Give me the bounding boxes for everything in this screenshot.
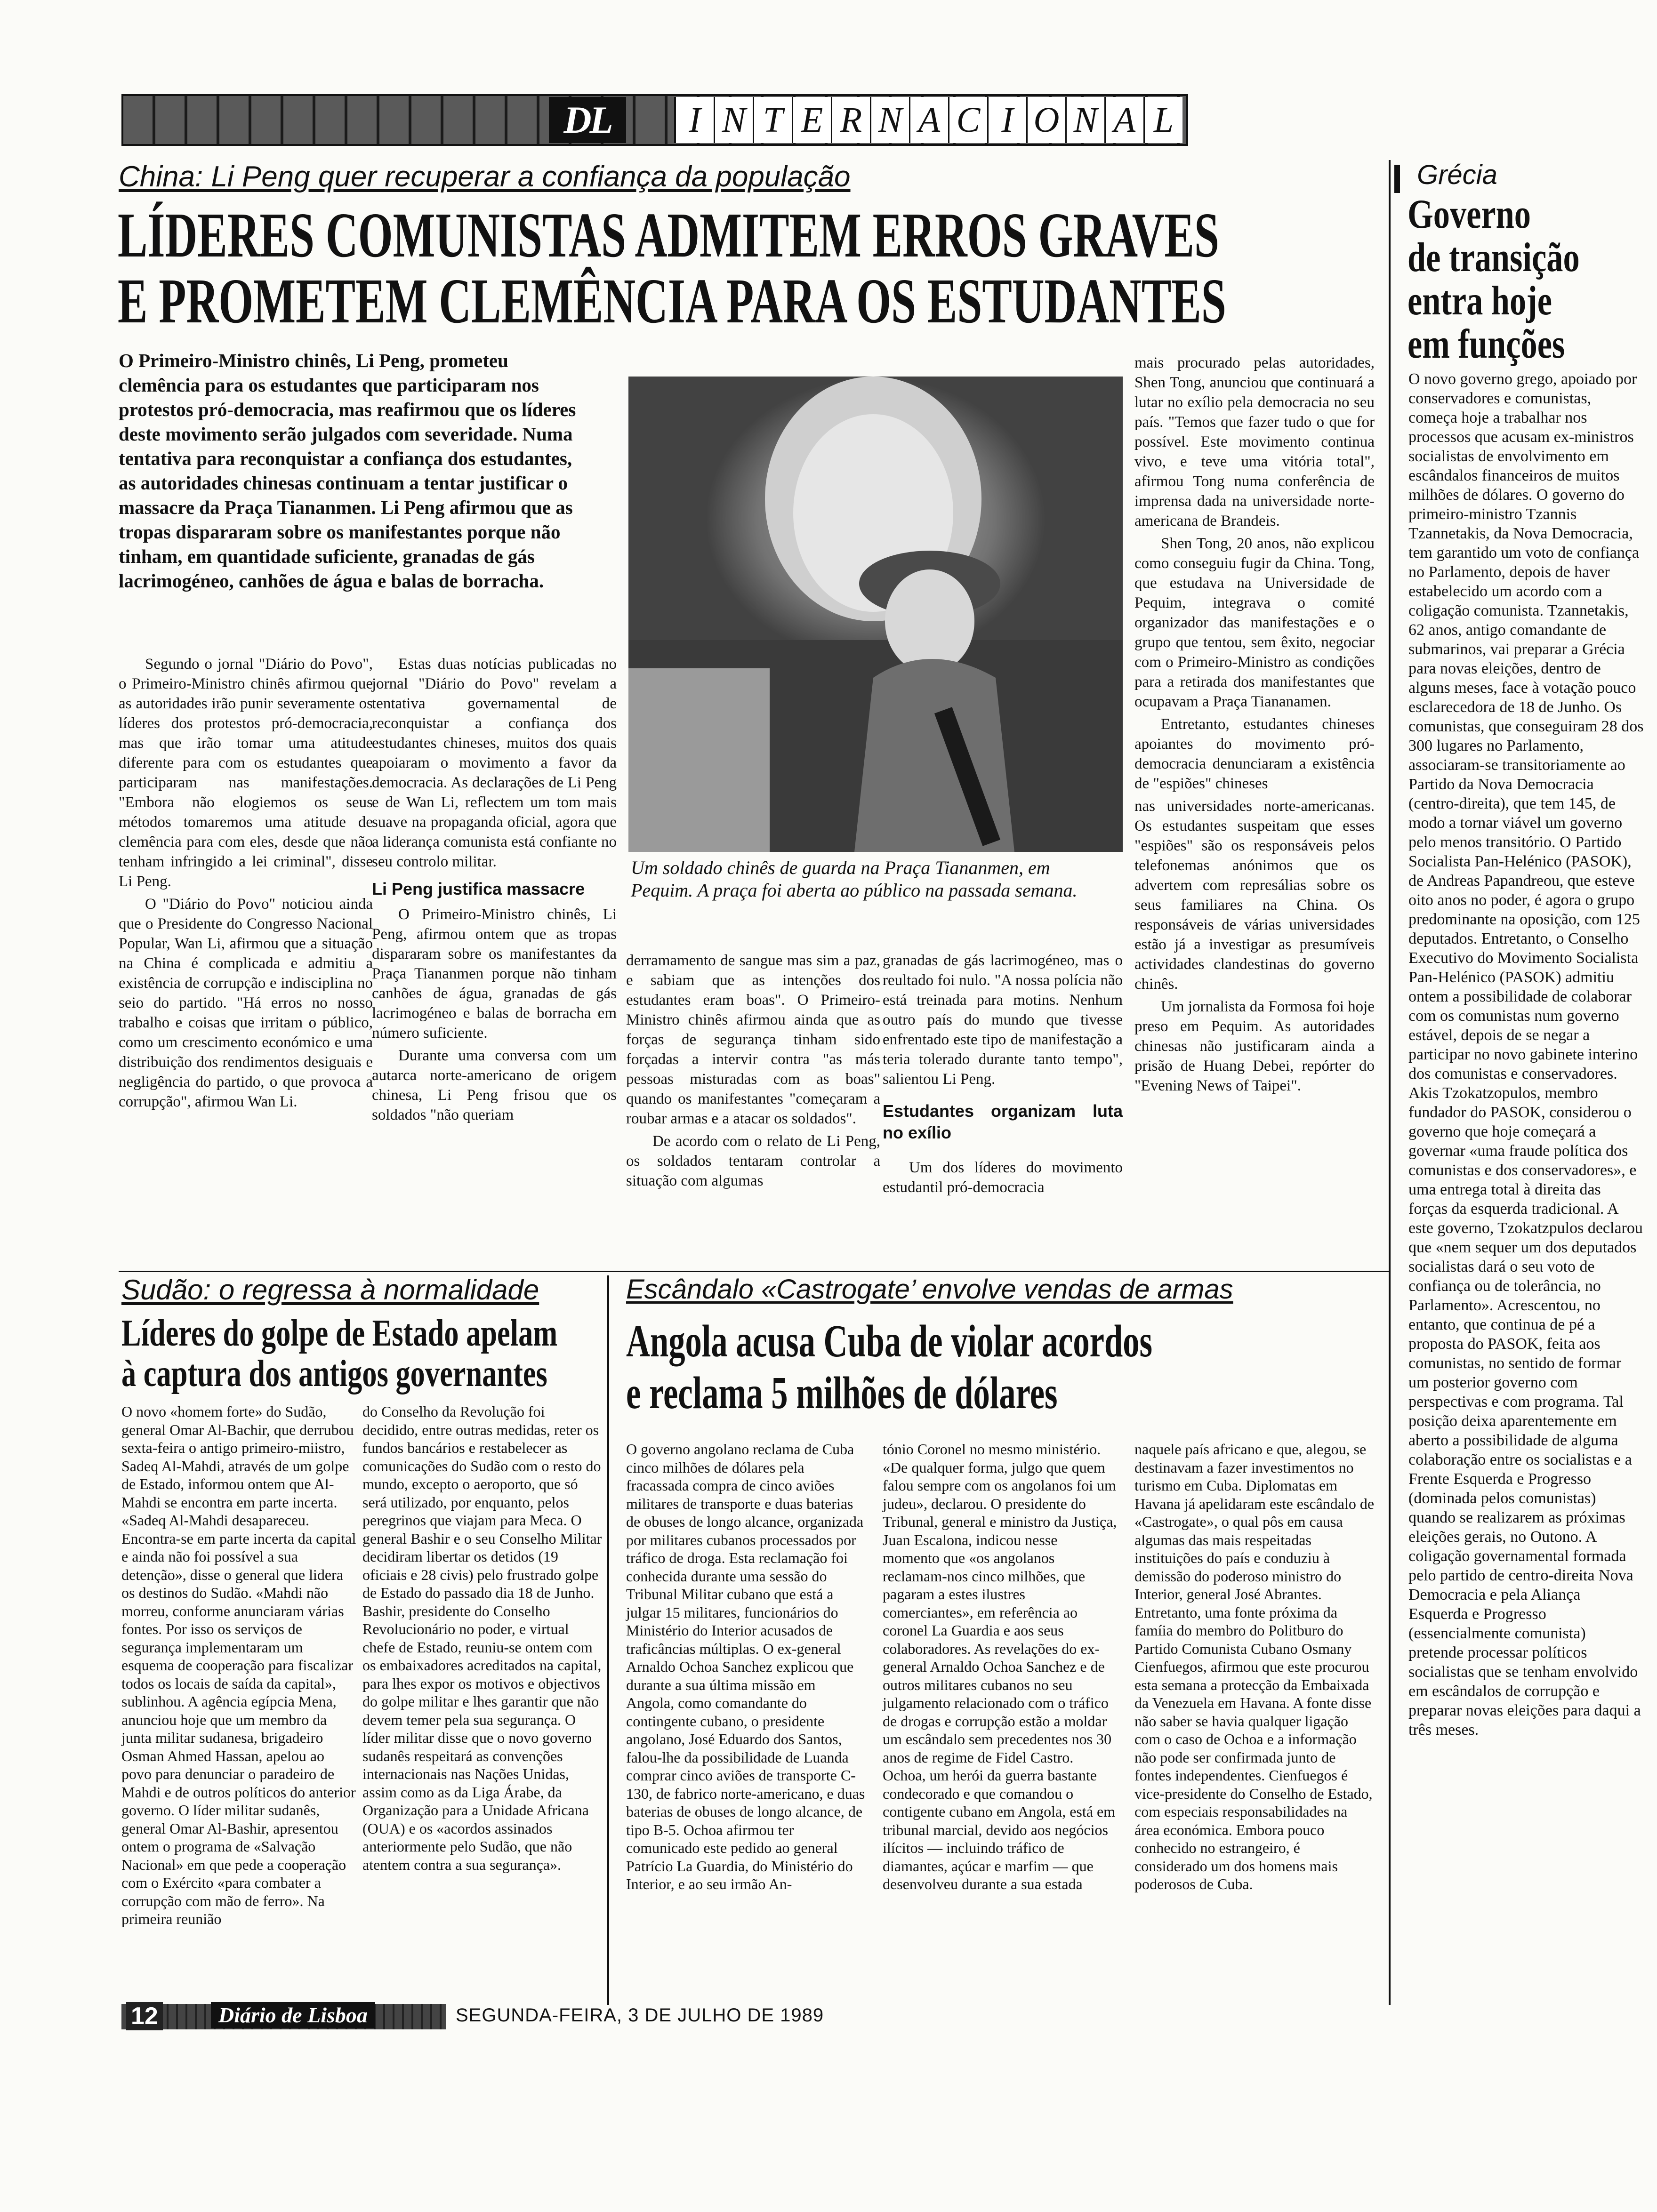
china-col2-para: Durante uma conversa com um autarca norte-americano de origem chinesa, Li Peng frisou que os soldados "não queriam xyxy=(372,1047,617,1123)
sudao-col-1: O novo «homem forte» do Sudão, general Omar Al-Bachir, que derrubou sexta-feira o antigo primeiro-miistro, Sadeq Al-Mahdi, através de um golpe de Estado, informou ontem que Al-Mahdi se encontra em parte incerta. «Sadeq Al-Mahdi desapareceu. Encontra-se em parte incerta da capital e ainda não foi possível a sua detenção», disse o general que lidera os destinos do Sudão. «Mahdi não morreu, conforme anunciaram várias fontes. Por isso os serviços de segurança implementaram um esquema de cooperação para fiscalizar todos os locais de saída da capital», sublinhou. A agência egípcia Mena, anunciou hoje que um membro da junta militar sudanesa, brigadeiro Osman Ahmed Hassan, apelou ao povo para denunciar o paradeiro de Mahdi e de outros políticos do anterior governo. O líder militar sudanês, general Omar Al-Bashir, apresentou ontem o programa de «Salvação Nacional» em que pede a cooperação com o Exército «para combater a corrupção com mão de ferro». Na primeira reunião xyxy=(121,1403,356,1927)
section-letter: E xyxy=(793,97,832,143)
sudao-headline xyxy=(121,1313,620,1394)
china-col2-para: O Primeiro-Ministro chinês, Li Peng, afirmou ontem que as tropas dispararam sobre os manifestantes da Praça Tiananmen porque não tinham canhões de água, granadas de gás lacrimogéneo e balas de borracha em número suficiente. xyxy=(372,906,617,1042)
section-letter: R xyxy=(832,97,871,143)
angola-headline-line: e reclama 5 milhões de dólares xyxy=(626,1368,1058,1419)
china-col-2 xyxy=(372,654,617,1128)
grecia-headline-line: Governo xyxy=(1408,192,1531,237)
china-col2-para: Estas duas notícias publicadas no jornal "Diário do Povo" revelam a tentativa governamental de reconquistar a confiança dos estudantes chineses, muitos dos quais apoiaram o movimento a favor da democracia. As declarações de Li Peng e de Wan Li, reflectem um tom mais suave na propaganda oficial, agora que a liderança comunista está confiante no seu controlo militar. xyxy=(372,656,617,870)
photo-illustration xyxy=(628,377,1123,852)
china-col4-para: mais procurado pelas autoridades, Shen Tong, anunciou que continuará a lutar no exílio pela democracia no seu país. "Temos que fazer tudo o que for possível. Este movimento continua vivo, e teve uma vitória total", afirmou Tong numa conferência de imprensa dada na universidade norte-americana de Brandeis. xyxy=(1134,354,1375,529)
china-col4-para: Entretanto, estudantes chineses apoiantes do movimento pró-democracia denunciaram a existência de "espiões" chineses xyxy=(1134,716,1375,792)
grecia-kicker: Grécia xyxy=(1417,160,1497,190)
section-letter: O xyxy=(1028,97,1067,143)
china-col3b-para: granadas de gás lacrimogéneo, mas o reultado foi nulo. "A nossa polícia não está treinada para motins. Nenhum outro país do mundo que tivesse enfrentado este tipo de manifestação a teria tolerado durante tanto tempo", salientou Li Peng. xyxy=(883,952,1123,1088)
angola-col-3: naquele país africano e que, alegou, se destinavam a fazer investimentos no turismo em Cuba. Diplomatas em Havana já apelidaram este escândalo de «Castrogate», o qual pôs em causa algumas das mais respeitadas instituições do país e conduziu à demissão do poderoso ministro do Interior, general José Abrantes. Entretanto, uma fonte próxima da famíia do membro do Politburo do Partido Comunista Cubano Osmany Cienfuegos, afirmou que este procurou esta semana a protecção da Embaixada da Venezuela em Havana. A fonte disse não saber se havia qualquer ligação com o caso de Ochoa e a informação não pode ser confirmada junto de fontes independentes. Cienfuegos é vice-presidente do Conselho de Estado, com especiais responsabilidades na área económica. Embora pouco conhecido no estrangeiro, é considerado um dos homens mais poderosos de Cuba. xyxy=(1134,1441,1375,1892)
angola-headline xyxy=(626,1315,1379,1419)
grecia-headline xyxy=(1408,193,1652,366)
china-lead: O Primeiro-Ministro chinês, Li Peng, prometeu clemência para os estudantes que participaram nos protestos pró-democracia, mas reafirmou que os líderes deste movimento serão julgados com severidade. Numa tentativa para reconquistar a confiança dos estudantes, as autoridades chinesas continuam a tentar justificar o massacre da Praça Tiananmen. Li Peng afirmou que as tropas dispararam sobre os manifestantes porque não tinham, em quantidade suficiente, granadas de gás lacrimogéneo, canhões de água e balas de borracha. xyxy=(119,350,576,592)
angola-kicker: Escândalo «Castrogate’ envolve vendas de armas xyxy=(626,1274,1233,1305)
china-headline-line-2: E PROMETEM CLEMÊNCIA PARA OS ESTUDANTES xyxy=(118,266,1226,337)
photo-caption: Um soldado chinês de guarda na Praça Tiananmen, em Pequim. A praça foi aberta ao público na passada semana. xyxy=(631,857,1078,901)
china-col-4 xyxy=(1134,353,1375,1098)
section-letter: N xyxy=(871,97,910,143)
sudao-headline-line: à captura dos antigos governantes xyxy=(121,1353,547,1395)
section-divider xyxy=(119,1271,1389,1272)
section-letter: A xyxy=(1106,97,1145,143)
angola-col-1: O governo angolano reclama de Cuba cinco milhões de dólares pela fracassada compra de cinco aviões militares de transporte e duas baterias de obuses de longo alcance, organizada por militares cubanos processados por tráfico de droga. Esta reclamação foi conhecida durante uma sessão do Tribunal Militar cubano que está a julgar 15 militares, funcionários do Ministério do Interior acusados de traficâncias múltiplas. O ex-general Arnaldo Ochoa Sanchez explicou que durante a sua última missão em Angola, como comandante do contingente cubano, o presidente angolano, José Eduardo dos Santos, falou-lhe da possibilidade de Luanda comprar cinco aviões de transporte C-130, de fabrico norte-americano, e duas baterias de obuses de longo alcance, de tipo B-5. Ochoa afirmou ter comunicado este pedido ao general Patrício La Guardia, do Ministério do Interior, e ao seu irmão An- xyxy=(626,1441,865,1892)
section-letter: T xyxy=(754,97,793,143)
section-letter: L xyxy=(1153,100,1174,140)
column-rule xyxy=(1389,160,1391,2005)
sudao-kicker: Sudão: o regressa à normalidade xyxy=(121,1274,539,1306)
china-col3b-subhead: Estudantes organizam luta no exílio xyxy=(883,1101,1123,1142)
grecia-headline-line: de transição xyxy=(1408,235,1580,281)
section-letter: A xyxy=(910,97,949,143)
angola-col-2: tónio Coronel no mesmo ministério. «De qualquer forma, julgo que quem falou sempre com os angolanos foi um judeu», declarou. O presidente do Tribunal, general e ministro da Justiça, Juan Escalona, indicou nesse momento que «os angolanos reclamam-nos cinco milhões, que pagaram a estes ilustres comerciantes», em referência ao coronel La Guardia e aos seus colaboradores. As revelações do ex-general Arnaldo Ochoa Sanchez e de outros militares cubanos no seu julgamento relacionado com o tráfico de drogas e corrupção estão a moldar um escândalo sem precedentes nos 30 anos de regime de Fidel Castro. Ochoa, um herói da guerra bastante condecorado e que comandou o contigente cubano em Angola, está em tribunal marcial, devido aos negócios ilícitos — incluindo tráfico de diamantes, açúcar e marfim — que desenvolveu durante a sua estada xyxy=(883,1441,1117,1892)
china-col3b-para: Um dos líderes do movimento estudantil pró-democracia xyxy=(883,1159,1123,1196)
grecia-body: O novo governo grego, apoiado por conservadores e comunistas, começa hoje a trabalhar nos processos que acusam ex-ministros socialistas de envolvimento em escândalos financeiros de muitos milhões de dólares. O governo do primeiro-ministro Tzannis Tzannetakis, da Nova Democracia, tem garantido um voto de confiança no Parlamento, depois de haver estabelecido um acordo com a coligação comunista. Tzannetakis, 62 anos, antigo comandante de submarinos, vai preparar a Grécia para novas eleições, dentro de alguns meses, face à votação pouco esclarecedora de 18 de Junho. Os comunistas, que conseguiram 28 dos 300 lugares no Parlamento, associaram-se transitoriamente ao Partido da Nova Democracia (centro-direita), que tem 145, de modo a tornar viável um governo pelo menos transitório. O Partido Socialista Pan-Helénico (PASOK), de Andreas Papandreou, que esteve oito anos no poder, é agora o grupo predominante na oposição, com 125 deputados. Entretanto, o Conselho Executivo do Movimento Socialista Pan-Helénico (PASOK) admitiu ontem a possibilidade de colaborar com os comunistas num governo estável, depois de se negar a participar no novo gabinete interino dos comunistas e conservadores. Akis Tzokatzopulos, membro fundador do PASOK, considerou o governo que hoje começará a governar «uma fraude política dos comunistas e dos conservadores», e uma entrega total à direita das forças da esquerda tradicional. A este governo, Tzokatzpulos declarou que «nem sequer um dos deputados socialistas dará o seu voto de confiança ou de tolerância, no Parlamento». Acrescentou, no entanto, que continua de pé a proposta do PASOK, feita aos comunistas, no sentido de formar um posterior governo com perspectivas e com programa. Tal posição deixa aparentemente em aberto a possibilidade de alguma colaboração entre os socialistas e a Frente Esquerda e Progresso (dominada pelos comunistas) quando se realizarem as próximas eleições gerais, no Outono. A coligação governamental formada pelo partido de centro-direita Nova Democracia e pela Aliança Esquerda e Progresso (essencialmente comunista) pretende processar políticos socialistas que se tenham envolvido em escândalos de corrupção e preparar novas eleições para daqui a três meses. xyxy=(1408,370,1644,1739)
angola-headline-line: Angola acusa Cuba de violar acordos xyxy=(626,1316,1152,1367)
grecia-headline-line: entra hoje xyxy=(1408,278,1552,324)
news-photo xyxy=(628,377,1123,852)
page-number: 12 xyxy=(126,2002,163,2030)
china-col3a-para: De acordo com o relato de Li Peng, os soldados tentaram controlar a situação com algumas xyxy=(626,1133,880,1189)
china-headline-line-1: LÍDERES COMUNISTAS ADMITEM ERROS GRAVES xyxy=(118,200,1219,271)
section-label xyxy=(674,97,1182,143)
sudao-headline-line: Líderes do golpe de Estado apelam xyxy=(121,1313,558,1354)
china-col1-para: Segundo o jornal "Diário do Povo", o Primeiro-Ministro chinês afirmou que as autoridades irão punir severamente os líderes dos protestos pró-democracia, mas que irão tomar uma atitude diferente para com os estudantes que participaram nas manifestações. "Embora não elogiemos os seus métodos tomaremos uma atitude de clemência para com eles, desde que não tenham infringido a lei criminal", disse Li Peng. xyxy=(119,656,373,890)
china-col4-para: Shen Tong, 20 anos, não explicou como conseguiu fugir da China. Tong, que estudava na Universidade de Pequim, integrava o comité organizador das manifestações e o grupo que tentou, sem êxito, negociar com o Primeiro-Ministro as condições para a retirada dos manifestantes que ocupavam a Praça Tiananamen. xyxy=(1134,535,1375,710)
china-col-3a xyxy=(626,951,880,1194)
china-col4-para: nas universidades norte-americanas. Os estudantes suspeitam que esses "espiões" são os responsáveis pelos telefonemas anónimos que os advertem com represálias sobre os seus familiares na China. Os responsáveis de várias universidades estão já a investigar as presumíveis actividades clandestinas do governo chinês. xyxy=(1134,798,1375,993)
china-col2-subhead: Li Peng justifica massacre xyxy=(372,879,585,898)
section-letter: N xyxy=(1067,97,1106,143)
china-col3a-para: derramamento de sangue mas sim a paz, e sabiam que as intenções dos estudantes eram boas". O Primeiro-Ministro chinês afirmou ainda que as forças de segurança tinham sido forçadas a intervir contra "as más pessoas misturadas com as boas" quando os manifestantes "começaram a roubar armas e a atacar os soldados". xyxy=(626,952,880,1127)
sudao-col-2: do Conselho da Revolução foi decidido, entre outras medidas, reter os fundos bancários e restabelecer as comunicações do Sudão com o resto do mundo, excepto o aeroporto, que só será utilizado, por enquanto, pelos peregrinos que viajam para Meca. O general Bashir e o seu Conselho Militar decidiram libertar os detidos (19 oficiais e 28 civis) pelo frustrado golpe de Estado do passado dia 18 de Junho. Bashir, presidente do Conselho Revolucionário no poder, e virtual chefe de Estado, reuniu-se ontem com os embaixadores acreditados na capital, para lhes expor os motivos e objectivos do golpe militar e lhes garantir que não devem temer pela sua segurança. O líder militar disse que o novo governo sudanês respeitará as convenções internacionais nas Nações Unidas, assim como as da Liga Árabe, da Organização para a Unidade Africana (OUA) e os «acordos assinados anteriormente pelo Sudão, que não atentem contra a sua segurança». xyxy=(362,1403,602,1873)
paper-name: Diário de Lisboa xyxy=(211,2002,375,2028)
grecia-headline-line: em funções xyxy=(1408,321,1565,367)
masthead-logo: DL xyxy=(549,97,626,143)
china-col4-para: Um jornalista da Formosa foi hoje preso em Pequim. As autoridades chinesas não justificaram ainda a prisão de Huang Debei, repórter do "Evening News of Taipei". xyxy=(1134,998,1375,1094)
china-col-3b xyxy=(883,951,1123,1200)
section-letter: N xyxy=(715,97,754,143)
china-col1-para: O "Diário do Povo" noticiou ainda que o Presidente do Congresso Nacional Popular, Wan Li, afirmou que a situação na China é complicada e admitiu a existência de corrupção e indisciplina no seio do partido. "Há erros no nosso trabalho e coisas que irritam o público, como um crescimento económico e uma distribuição dos rendimentos desiguais e negligência do partido, o que provoca a corrupção", afirmou Wan Li. xyxy=(119,896,373,1110)
section-letter: I xyxy=(989,97,1028,143)
china-col-1 xyxy=(119,654,373,1114)
china-kicker: China: Li Peng quer recuperar a confiança da população xyxy=(119,160,851,193)
section-letter: I xyxy=(676,97,715,143)
issue-date: SEGUNDA-FEIRA, 3 DE JULHO DE 1989 xyxy=(456,2005,824,2026)
section-letter: C xyxy=(949,97,989,143)
column-rule xyxy=(607,1275,609,2005)
china-headline xyxy=(118,200,1276,337)
kicker-marker xyxy=(1394,165,1400,193)
